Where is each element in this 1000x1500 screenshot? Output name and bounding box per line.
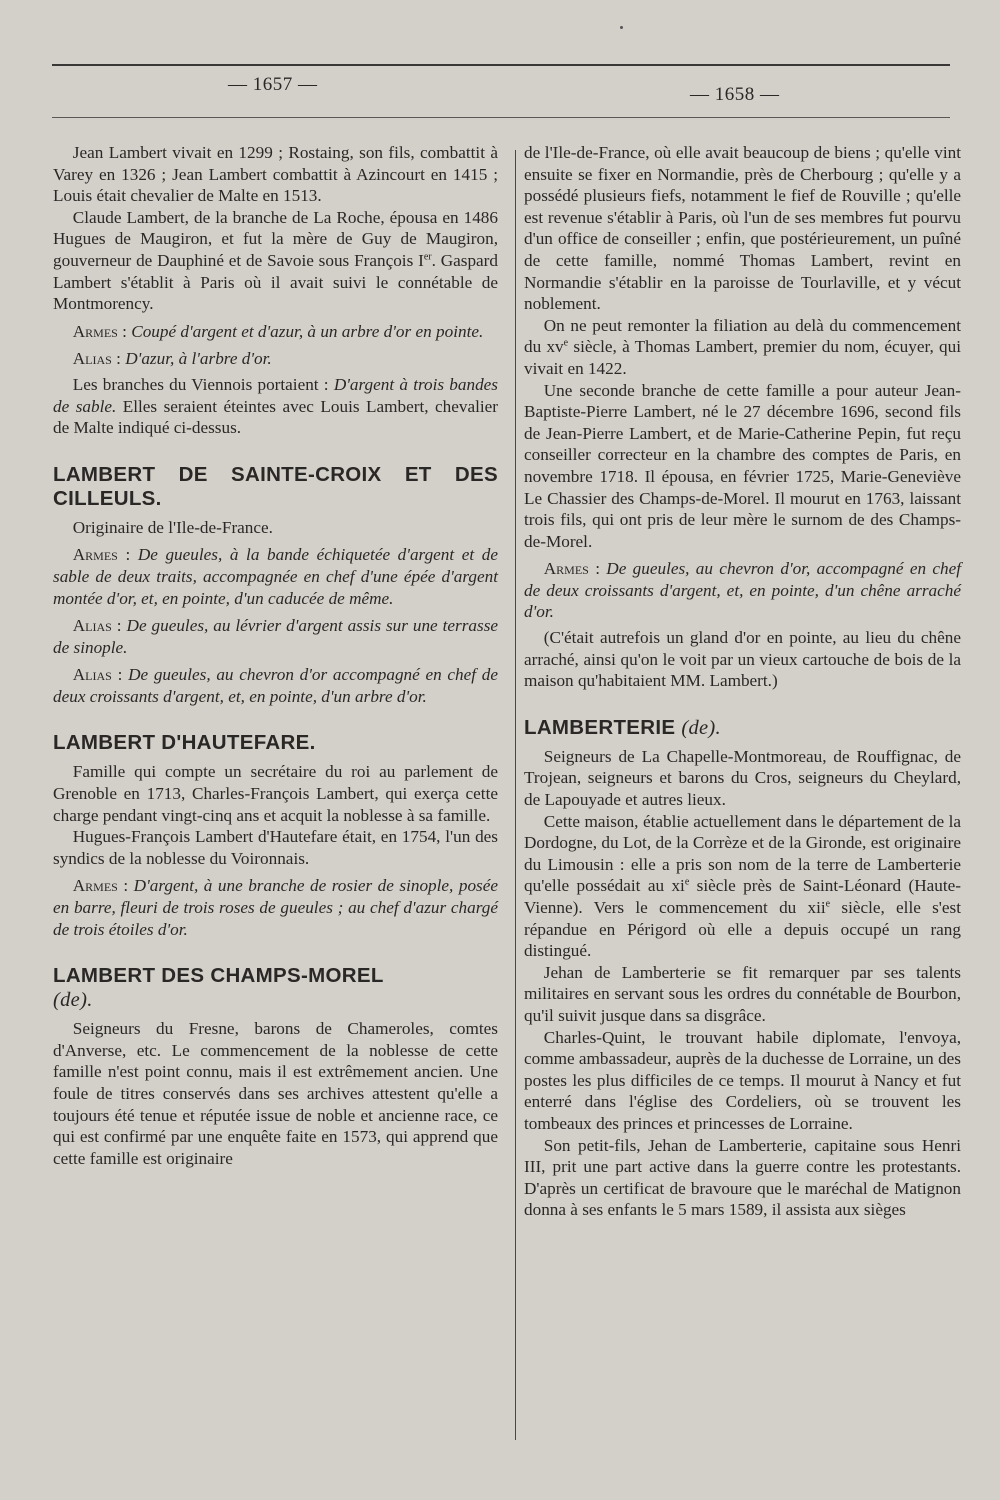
section-heading: LAMBERT DES CHAMPS-MOREL (de). bbox=[53, 964, 384, 1012]
armes-entry: Armes : De gueules, à la bande échiquetée d'argent et de sable de deux traits, accompagnée en chef d'une épée d'argent montée d'or, et, en pointe, d'un caducée de même. bbox=[53, 545, 498, 608]
paragraph: Seigneurs du Fresne, barons de Chameroles, comtes d'Anverse, etc. Le commencement de la noblesse de cette famille n'est point connu, mais il est extrêmement ancien. Une foule de titres conservés dans ses archives attestent qu'elle a toujours été tenue et réputée issue de noble et ancienne race, ce qui est confirmé par une enquête faite en 1573, qui apprend que cette famille est originaire bbox=[53, 1019, 498, 1168]
paragraph: Une seconde branche de cette famille a pour auteur Jean-Baptiste-Pierre Lambert, né le 27 décembre 1696, second fils de Jean-Pierre Lambert, et de Marie-Catherine Pepin, fut reçu conseiller correcteur en la chambre des comptes de Paris, en novembre 1718. Il épousa, en février 1725, Marie-Geneviève Le Chassier des Champs-de-Morel. Il mourut en 1763, laissant trois fils, qui ont pris de leur mère le surnom de des Champs-de-Morel. bbox=[524, 380, 961, 551]
section-heading: LAMBERT D'HAUTEFARE. bbox=[53, 731, 316, 755]
paragraph: Les branches du Viennois portaient : D'argent à trois bandes de sable. Elles seraient éteintes avec Louis Lambert, chevalier de Malte indiqué ci-dessus. bbox=[53, 374, 498, 438]
alias-entry: Alias : De gueules, au lévrier d'argent assis sur une terrasse de sinople. bbox=[53, 616, 499, 657]
paragraph: Jean Lambert vivait en 1299 ; Rostaing, son fils, combattit à Varey en 1326 ; Jean Lambert combattit à Azincourt en 1415 ; Louis était chevalier de Malte en 1513. bbox=[53, 143, 498, 206]
paragraph: Son petit-fils, Jehan de Lamberterie, capitaine sous Henri III, prit une part active dans la guerre contre les protestants. D'après un certificat de bravoure que le maréchal de Matignon donna à ses enfants le 5 mars 1589, il assista aux sièges bbox=[524, 1135, 961, 1220]
paragraph: Originaire de l'Ile-de-France. bbox=[72, 517, 273, 537]
section-heading: LAMBERT DE SAINTE-CROIX ET DES CILLEULS. bbox=[53, 462, 498, 510]
paragraph: Claude Lambert, de la branche de La Roche, épousa en 1486 Hugues de Maugiron, et fut la mère de Guy de Maugiron, gouverneur de Dauphiné et de Savoie sous François Ier. Gaspard Lambert s'établit à Paris où il avait suivi le connétable de Montmorency. bbox=[53, 207, 498, 314]
column-separator bbox=[515, 150, 516, 1440]
left-column bbox=[53, 142, 498, 1169]
paragraph: Famille qui compte un secrétaire du roi au parlement de Grenoble en 1713, Charles-François Lambert, qui exerça cette charge pendant vingt-cinq ans et acquit la noblesse à sa famille. bbox=[53, 762, 498, 825]
section-heading: LAMBERTERIE (de). bbox=[524, 715, 721, 739]
page-number-left: — 1657 — bbox=[228, 74, 318, 95]
alias-entry: Alias : D'azur, à l'arbre d'or. bbox=[72, 349, 272, 369]
paragraph: On ne peut remonter la filiation au delà du commencement du $xv^e$ siècle, à Thomas Lambert, premier du nom, écuyer, qui vivait en 1422. bbox=[524, 315, 962, 378]
armes-entry: Armes : Coupé d'argent et d'azur, à un arbre d'or en pointe. bbox=[72, 321, 484, 341]
paragraph: Cette maison, établie actuellement dans le département de la Dordogne, du Lot, de la Corrèze et de la Gironde, est originaire du Limousin : elle a pris son nom de la terre de Lamberterie qu'elle possédait au $xi^e$ siècle près de Saint-Léonard (Haute-Vienne). Vers le commencement du xii$^e$ siècle, elle s'est répandue en Périgord où elle a depuis occupé un rang distingué. bbox=[524, 811, 961, 961]
header-rule bbox=[52, 64, 950, 66]
paragraph: Charles-Quint, le trouvant habile diplomate, l'envoya, comme ambassadeur, auprès de la duchesse de Lorraine, un des postes les plus difficiles de ce temps. Il mourut à Nancy et fut enterré dans l'église des Cordeliers, où se trouvent les tombeaux des princes et princesses de Lorraine. bbox=[524, 1027, 961, 1133]
paragraph: de l'Ile-de-France, où elle avait beaucoup de biens ; qu'elle vint ensuite se fixer en Normandie, près de Cherbourg ; qu'elle y a possédé plusieurs fiefs, notamment le fief de Rouville ; qu'elle est revenue s'établir à Paris, où l'un de ses membres fut pourvu d'un office de conseiller ; enfin, que postérieurement, un puîné de cette famille, nommé Thomas Lambert, revint en Normandie s'établir en la paroisse de Tourlaville, et y vécut noblement. bbox=[524, 143, 961, 314]
right-column bbox=[524, 142, 961, 1221]
ink-speck bbox=[620, 26, 623, 29]
paragraph: Hugues-François Lambert d'Hautefare était, en 1754, l'un des syndics de la noblesse du Voironnais. bbox=[53, 827, 498, 868]
header-subrule bbox=[52, 117, 950, 118]
page-number-right: — 1658 — bbox=[690, 84, 780, 105]
armes-entry: Armes : D'argent, à une branche de rosier de sinople, posée en barre, fleuri de trois roses de gueules ; au chef d'azur chargé de trois étoiles d'or. bbox=[53, 876, 498, 939]
paragraph: (C'était autrefois un gland d'or en pointe, au lieu du chêne arraché, ainsi qu'on le voit par un vieux cartouche de bois de la maison qu'habitaient MM. Lambert.) bbox=[524, 628, 961, 691]
armes-entry: Armes : De gueules, au chevron d'or, accompagné en chef de deux croissants d'argent, et, en pointe, d'un chêne arraché d'or. bbox=[524, 559, 961, 622]
paragraph: Seigneurs de La Chapelle-Montmoreau, de Rouffignac, de Trojean, seigneurs et barons du Cros, seigneurs du Cheylard, de Lapouyade et autres lieux. bbox=[524, 746, 961, 810]
alias-entry: Alias : De gueules, au chevron d'or accompagné en chef de deux croissants d'argent, et, en pointe, d'un arbre d'or. bbox=[53, 665, 498, 706]
paragraph: Jehan de Lamberterie se fit remarquer par ses talents militaires en servant sous les ordres du connétable de Bourbon, qu'il suivit jusque dans sa disgrâce. bbox=[524, 962, 961, 1025]
